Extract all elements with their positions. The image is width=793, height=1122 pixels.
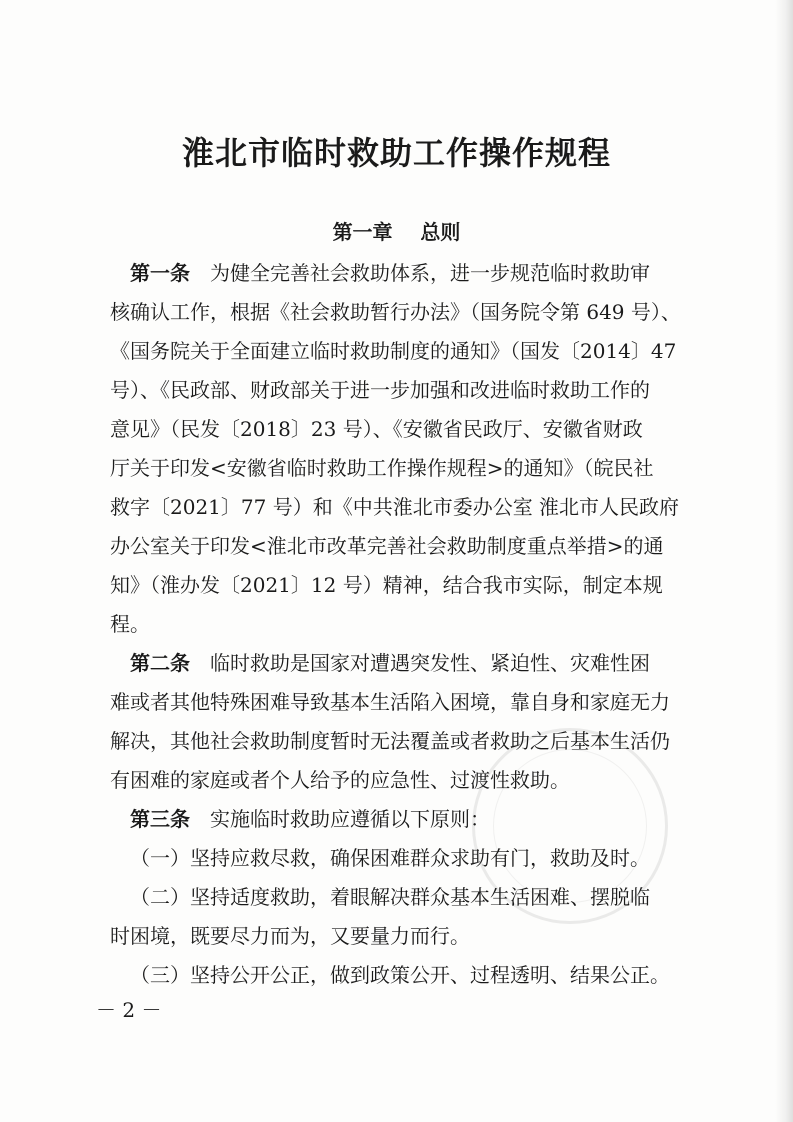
article-2-first-line [130, 648, 650, 678]
article-1-line-9: 程。 [110, 612, 150, 636]
document-title: 淮北市临时救助工作操作规程 [181, 134, 611, 172]
article-3-item-2-continued: 时困境，既要尽力而为，又要量力而行。 [110, 924, 470, 948]
article-1-line-5: 厅关于印发<安徽省临时救助工作操作规程>的通知》（皖民社 [110, 456, 654, 480]
article-1-first-line [130, 258, 650, 288]
article-1-line-6: 救字〔2021〕77 号）和《中共淮北市委办公室 淮北市人民政府 [110, 495, 680, 519]
article-3-label: 第三条 [130, 807, 190, 831]
article-1-line-0: 为健全完善社会救助体系，进一步规范临时救助审 [210, 261, 650, 285]
article-2-line-0: 临时救助是国家对遭遇突发性、紧迫性、灾难性困 [210, 651, 650, 675]
article-1-line-3: 号）、《民政部、财政部关于进一步加强和改进临时救助工作的 [110, 378, 650, 402]
article-3-first-line [130, 804, 490, 834]
article-2-label: 第二条 [130, 651, 190, 675]
article-2-line-2: 解决，其他社会救助制度暂时无法覆盖或者救助之后基本生活仍 [110, 729, 670, 753]
chapter-heading: 第一章 总则 [332, 220, 461, 244]
article-3-line-0: 实施临时救助应遵循以下原则： [210, 807, 490, 831]
article-1-line-7: 办公室关于印发<淮北市改革完善社会救助制度重点举措>的通 [110, 534, 664, 558]
article-3-item-2: （二）坚持适度救助，着眼解决群众基本生活困难、摆脱临 [130, 885, 650, 909]
article-3-item-3: （三）坚持公开公正，做到政策公开、过程透明、结果公正。 [130, 963, 670, 987]
page-number: － 2 － [96, 998, 162, 1022]
article-2-line-3: 有困难的家庭或者个人给予的应急性、过渡性救助。 [110, 768, 570, 792]
article-3-item-1: （一）坚持应救尽救，确保困难群众求助有门，救助及时。 [130, 846, 650, 870]
article-1-line-2: 《国务院关于全面建立临时救助制度的通知》（国发〔2014〕47 [110, 339, 677, 363]
article-1-line-1: 核确认工作，根据《社会救助暂行办法》（国务院令第 649 号）、 [110, 300, 681, 324]
article-2-line-1: 难或者其他特殊困难导致基本生活陷入困境，靠自身和家庭无力 [110, 690, 670, 714]
article-1-line-8: 知》（淮办发〔2021〕12 号）精神，结合我市实际，制定本规 [110, 573, 663, 597]
article-1-line-4: 意见》（民发〔2018〕23 号）、《安徽省民政厅、安徽省财政 [110, 417, 643, 441]
article-1-label: 第一条 [130, 261, 190, 285]
scan-edge-shadow [775, 0, 793, 1122]
